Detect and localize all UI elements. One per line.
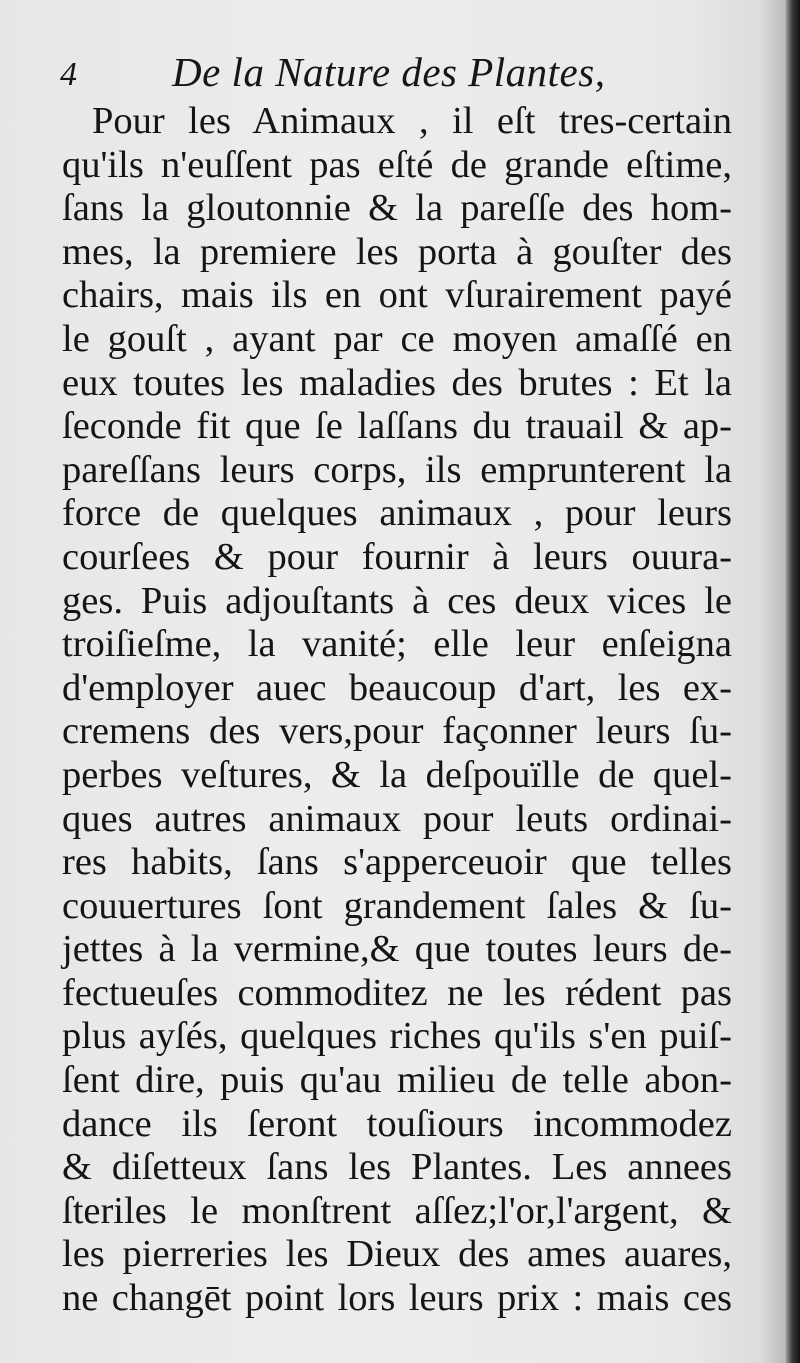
- text-line: les pierreries les Dieux des ames auares,: [62, 1233, 732, 1276]
- text-line: mes, la premiere les porta à gouſter des: [62, 230, 732, 273]
- text-line: chairs, mais ils en ont vſurairement payé: [62, 274, 732, 317]
- text-line: ques autres animaux pour leuts ordinai-: [62, 797, 732, 840]
- text-line: perbes veſtures, & la deſpouïlle de quel-: [62, 753, 732, 796]
- text-line: ſans la gloutonnie & la pareſſe des hom-: [62, 187, 732, 230]
- text-line: ne changēt point lors leurs prix : mais ces: [62, 1277, 732, 1320]
- text-line: force de quelques animaux , pour leurs: [62, 492, 732, 535]
- text-line: Pour les Animaux , il eſt tres-certain: [92, 100, 732, 142]
- text-line: le gouſt , ayant par ce moyen amaſſé en: [62, 317, 732, 360]
- text-line: troiſieſme, la vanité; elle leur enſeigna: [62, 623, 732, 666]
- running-title: De la Nature des Plantes,: [172, 49, 606, 95]
- text-line: ges. Puis adjouſtants à ces deux vices le: [62, 579, 732, 622]
- text-line: ſent dire, puis qu'au milieu de telle abon-: [62, 1059, 732, 1102]
- text-line: ſeconde fit que ſe laſſans du trauail & ap-: [62, 405, 732, 448]
- text-line: & diſetteux ſans les Plantes. Les annees: [62, 1146, 732, 1189]
- text-line: ſteriles le monſtrent aſſez;l'or,l'argent, &: [62, 1189, 732, 1232]
- text-line: d'employer auec beaucoup d'art, les ex-: [62, 666, 732, 709]
- body-text: [62, 100, 732, 1321]
- page-edge-shadow: [786, 0, 800, 1363]
- text-line: dance ils ſeront touſiours incommodez: [62, 1102, 732, 1145]
- text-line: jettes à la vermine,& que toutes leurs de-: [62, 928, 732, 971]
- text-line: pareſſans leurs corps, ils emprunterent la: [62, 448, 732, 491]
- text-line: courſees & pour fournir à leurs ouura-: [62, 535, 732, 578]
- page-header: [60, 42, 740, 106]
- text-line: plus ayſés, quelques riches qu'ils s'en puiſ-: [62, 1015, 732, 1058]
- text-line: fectueuſes commoditez ne les rédent pas: [62, 971, 732, 1014]
- text-line: res habits, ſans s'apperceuoir que telles: [62, 841, 732, 884]
- text-line: couuertures ſont grandement ſales & ſu-: [62, 884, 732, 927]
- page-number: 4: [60, 56, 77, 93]
- text-line: cremens des vers,pour façonner leurs ſu-: [62, 710, 732, 753]
- text-line: qu'ils n'euſſent pas eſté de grande eſtime,: [62, 143, 732, 186]
- text-line: eux toutes les maladies des brutes : Et la: [62, 361, 732, 404]
